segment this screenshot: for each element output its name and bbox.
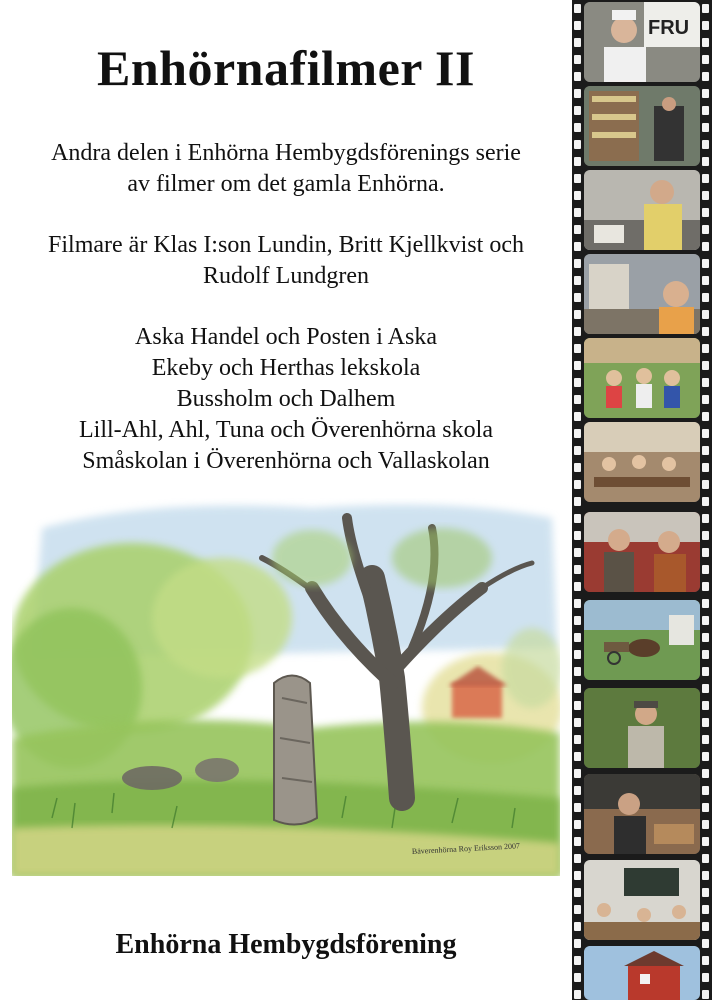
sprocket-hole [574, 990, 581, 999]
sprocket-hole [574, 276, 581, 285]
sprocket-holes-right [702, 0, 710, 1000]
sprocket-hole [574, 548, 581, 557]
sprocket-hole [574, 837, 581, 846]
film-frame-post-office [584, 254, 700, 334]
sprocket-hole [702, 752, 709, 761]
sprocket-hole [702, 157, 709, 166]
sprocket-hole [574, 191, 581, 200]
sprocket-hole [574, 633, 581, 642]
publisher-name: Enhörna Hembygdsförening [115, 929, 457, 960]
film-list-item: Ekeby och Herthas lekskola [151, 355, 421, 381]
sprocket-hole [702, 616, 709, 625]
sprocket-hole [702, 293, 709, 302]
sprocket-hole [574, 667, 581, 676]
sprocket-hole [702, 684, 709, 693]
film-list-item: Småskolan i Överenhörna och Vallaskolan [82, 448, 490, 474]
sprocket-hole [702, 55, 709, 64]
sprocket-hole [574, 89, 581, 98]
sprocket-hole [574, 395, 581, 404]
sprocket-hole [574, 463, 581, 472]
sprocket-hole [702, 939, 709, 948]
sprocket-hole [574, 582, 581, 591]
painting-signature: Bäverenhörna Roy Eriksson 2007 [411, 841, 521, 856]
sprocket-hole [574, 616, 581, 625]
sprocket-hole [574, 242, 581, 251]
sprocket-hole [702, 276, 709, 285]
sprocket-hole [574, 701, 581, 710]
watercolor-painting [12, 498, 560, 876]
sprocket-hole [574, 259, 581, 268]
sprocket-hole [574, 21, 581, 30]
sprocket-hole [574, 446, 581, 455]
sprocket-hole [702, 514, 709, 523]
cover-title: Enhörnafilmer II [97, 40, 475, 96]
sprocket-hole [574, 905, 581, 914]
sprocket-hole [574, 106, 581, 115]
film-frame-children-outdoors [584, 338, 700, 418]
sprocket-hole [574, 769, 581, 778]
film-strip [572, 0, 712, 1000]
sprocket-hole [702, 378, 709, 387]
sprocket-hole [574, 293, 581, 302]
sprocket-holes-left [574, 0, 582, 1000]
sprocket-hole [574, 531, 581, 540]
sprocket-hole [702, 89, 709, 98]
intro-line: Andra delen i Enhörna Hembygdsförenings serie [51, 140, 521, 166]
sprocket-hole [574, 344, 581, 353]
sprocket-hole [702, 327, 709, 336]
sprocket-hole [574, 378, 581, 387]
sprocket-hole [702, 38, 709, 47]
sprocket-hole [574, 871, 581, 880]
film-frame-shopkeeper [584, 2, 700, 82]
sprocket-hole [702, 174, 709, 183]
sprocket-hole [574, 820, 581, 829]
sprocket-hole [574, 735, 581, 744]
sprocket-hole [702, 361, 709, 370]
frame-sign-text: FRU [648, 17, 690, 39]
sprocket-hole [702, 769, 709, 778]
sprocket-hole [702, 497, 709, 506]
intro-line: av filmer om det gamla Enhörna. [127, 171, 445, 197]
sprocket-hole [702, 650, 709, 659]
film-list-item: Bussholm och Dalhem [176, 386, 396, 412]
sprocket-hole [574, 4, 581, 13]
sprocket-hole [574, 684, 581, 693]
sprocket-hole [702, 106, 709, 115]
sprocket-hole [702, 140, 709, 149]
sprocket-hole [574, 55, 581, 64]
sprocket-hole [574, 310, 581, 319]
sprocket-hole [574, 803, 581, 812]
sprocket-hole [702, 905, 709, 914]
sprocket-hole [574, 922, 581, 931]
sprocket-hole [574, 412, 581, 421]
sprocket-hole [574, 157, 581, 166]
sprocket-hole [702, 667, 709, 676]
sprocket-hole [702, 259, 709, 268]
sprocket-hole [574, 72, 581, 81]
sprocket-hole [702, 990, 709, 999]
sprocket-hole [702, 21, 709, 30]
sprocket-hole [574, 718, 581, 727]
sprocket-hole [574, 888, 581, 897]
sprocket-hole [702, 412, 709, 421]
sprocket-hole [574, 123, 581, 132]
sprocket-hole [574, 140, 581, 149]
sprocket-hole [574, 752, 581, 761]
sprocket-hole [702, 123, 709, 132]
sprocket-hole [702, 310, 709, 319]
sprocket-hole [574, 327, 581, 336]
sprocket-hole [702, 72, 709, 81]
sprocket-hole [702, 956, 709, 965]
sprocket-hole [574, 174, 581, 183]
sprocket-hole [574, 429, 581, 438]
sprocket-hole [702, 446, 709, 455]
sprocket-hole [574, 208, 581, 217]
film-list [0, 322, 572, 477]
filmmakers-line: Rudolf Lundgren [203, 263, 369, 289]
film-frame-shop-interior [584, 86, 700, 166]
sprocket-hole [574, 480, 581, 489]
sprocket-hole [574, 854, 581, 863]
sprocket-hole [702, 463, 709, 472]
sprocket-hole [702, 548, 709, 557]
film-list-item: Lill-Ahl, Ahl, Tuna och Överenhörna skola [79, 417, 493, 443]
sprocket-hole [702, 480, 709, 489]
sprocket-hole [574, 514, 581, 523]
film-frame-classroom [584, 422, 700, 502]
sprocket-hole [574, 361, 581, 370]
sprocket-hole [702, 225, 709, 234]
sprocket-hole [702, 633, 709, 642]
film-frame-school-room [584, 860, 700, 940]
sprocket-hole [702, 4, 709, 13]
sprocket-hole [574, 565, 581, 574]
sprocket-hole [702, 718, 709, 727]
sprocket-hole [702, 599, 709, 608]
intro-text [0, 138, 572, 200]
sprocket-hole [702, 582, 709, 591]
sprocket-hole [702, 429, 709, 438]
sprocket-hole [574, 973, 581, 982]
sprocket-hole [574, 599, 581, 608]
film-list-item: Aska Handel och Posten i Aska [135, 324, 437, 350]
sprocket-hole [702, 191, 709, 200]
sprocket-hole [702, 701, 709, 710]
sprocket-hole [702, 531, 709, 540]
sprocket-hole [702, 735, 709, 744]
filmmakers-line: Filmare är Klas I:son Lundin, Britt Kjellkvist och [48, 232, 524, 258]
sprocket-hole [702, 871, 709, 880]
sprocket-hole [574, 956, 581, 965]
film-frame-man-phone [584, 170, 700, 250]
sprocket-hole [702, 820, 709, 829]
sprocket-hole [574, 225, 581, 234]
sprocket-hole [702, 242, 709, 251]
sprocket-hole [702, 786, 709, 795]
sprocket-hole [574, 650, 581, 659]
sprocket-hole [702, 922, 709, 931]
sprocket-hole [702, 803, 709, 812]
sprocket-hole [702, 888, 709, 897]
filmmakers-text [0, 230, 572, 292]
sprocket-hole [574, 939, 581, 948]
sprocket-hole [702, 565, 709, 574]
film-frame-teacher [584, 774, 700, 854]
sprocket-hole [702, 973, 709, 982]
film-frame-man-cap [584, 688, 700, 768]
film-frame-horse-cart [584, 600, 700, 680]
sprocket-hole [702, 395, 709, 404]
film-frame-red-house [584, 946, 700, 1000]
sprocket-hole [574, 786, 581, 795]
sprocket-hole [574, 497, 581, 506]
sprocket-hole [702, 208, 709, 217]
sprocket-hole [702, 837, 709, 846]
film-frame-two-men [584, 512, 700, 592]
sprocket-hole [702, 854, 709, 863]
sprocket-hole [702, 344, 709, 353]
sprocket-hole [574, 38, 581, 47]
